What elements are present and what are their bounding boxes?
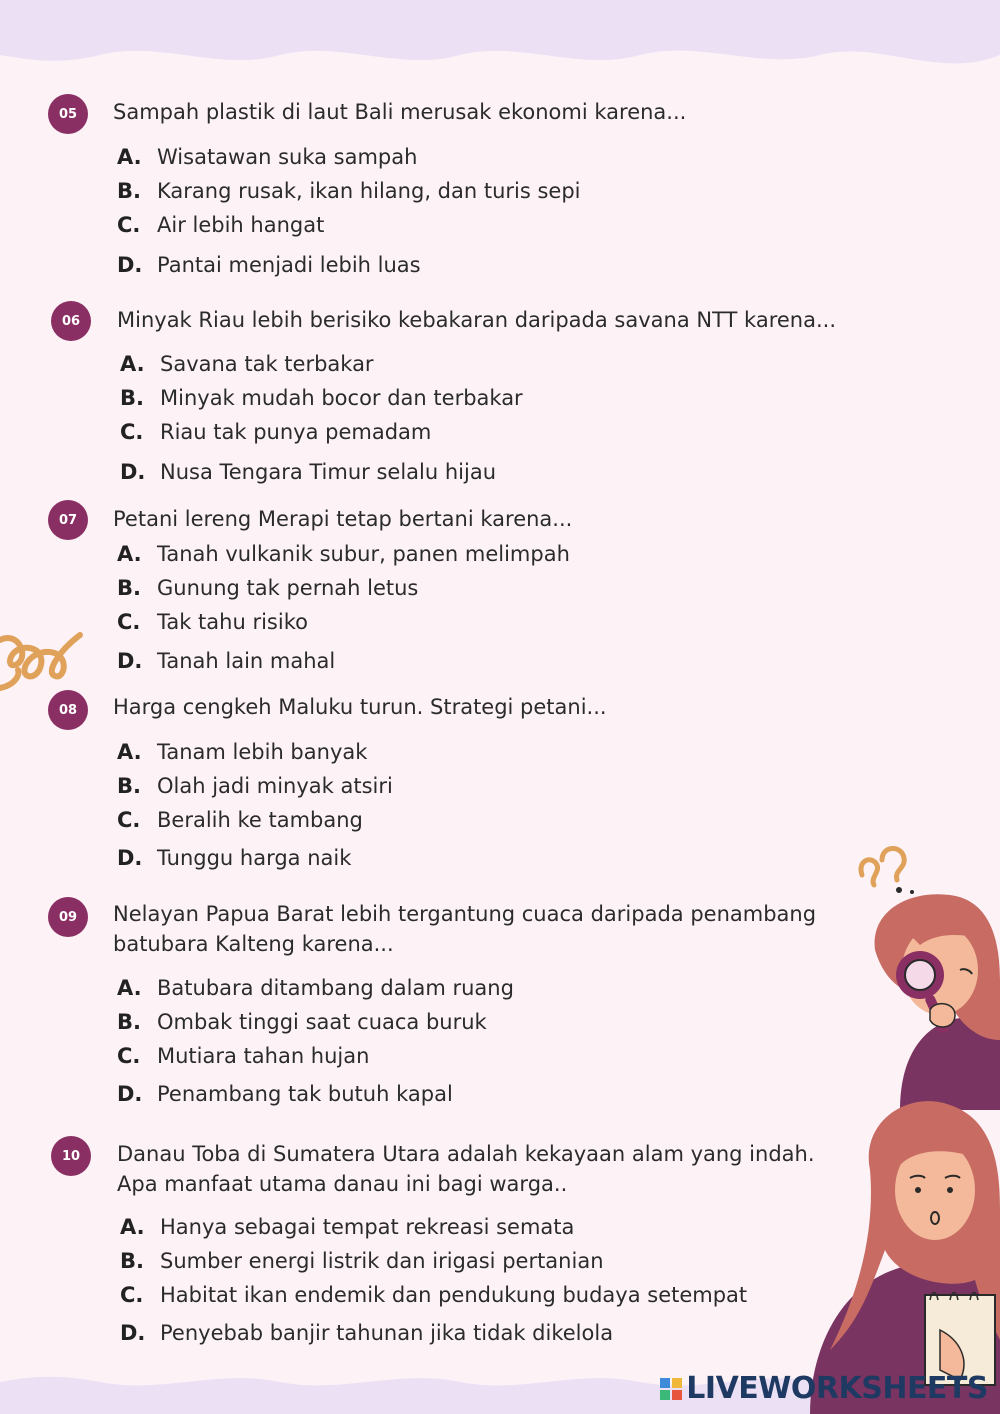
option-letter: D. <box>117 649 143 673</box>
option-text: Nusa Tengara Timur selalu hijau <box>160 460 496 484</box>
option-c[interactable] <box>120 420 431 444</box>
option-text: Karang rusak, ikan hilang, dan turis sepi <box>157 179 581 203</box>
question-text: Sampah plastik di laut Bali merusak ekonomi karena... <box>113 100 687 124</box>
option-letter: A. <box>117 542 142 566</box>
option-letter: B. <box>117 774 141 798</box>
option-c[interactable] <box>117 808 363 832</box>
option-b[interactable] <box>117 179 581 203</box>
option-text: Sumber energi listrik dan irigasi pertanian <box>160 1249 604 1273</box>
option-text: Wisatawan suka sampah <box>157 145 418 169</box>
option-d[interactable] <box>120 1321 613 1345</box>
question-number-badge: 06 <box>51 301 91 341</box>
option-text: Mutiara tahan hujan <box>157 1044 370 1068</box>
option-letter: B. <box>117 179 141 203</box>
question-text: Harga cengkeh Maluku turun. Strategi petani... <box>113 695 607 719</box>
option-letter: A. <box>117 145 142 169</box>
option-letter: B. <box>117 1010 141 1034</box>
option-letter: B. <box>117 576 141 600</box>
girl-with-magnifier-illustration <box>860 890 1000 1110</box>
option-letter: C. <box>120 1283 144 1307</box>
option-letter: A. <box>120 352 145 376</box>
option-text: Habitat ikan endemik dan pendukung budaya setempat <box>160 1283 748 1307</box>
question-text: Danau Toba di Sumatera Utara adalah kekayaan alam yang indah. Apa manfaat utama danau ini bagi warga.. <box>117 1142 815 1196</box>
option-a[interactable] <box>120 352 374 376</box>
option-text: Ombak tinggi saat cuaca buruk <box>157 1010 487 1034</box>
option-text: Olah jadi minyak atsiri <box>157 774 393 798</box>
option-letter: A. <box>117 740 142 764</box>
option-d[interactable] <box>117 1082 453 1106</box>
option-letter: D. <box>120 460 146 484</box>
option-letter: A. <box>120 1215 145 1239</box>
option-letter: D. <box>117 846 143 870</box>
question-text: Minyak Riau lebih berisiko kebakaran daripada savana NTT karena... <box>117 308 837 332</box>
top-wave-decoration <box>0 0 1000 80</box>
option-text: Tanam lebih banyak <box>157 740 368 764</box>
option-letter: C. <box>117 808 141 832</box>
option-letter: C. <box>120 420 144 444</box>
option-text: Tak tahu risiko <box>157 610 308 634</box>
option-b[interactable] <box>120 1249 604 1273</box>
option-a[interactable] <box>117 145 417 169</box>
option-d[interactable] <box>120 460 496 484</box>
option-a[interactable] <box>117 542 570 566</box>
option-text: Tunggu harga naik <box>157 846 352 870</box>
option-text: Batubara ditambang dalam ruang <box>157 976 514 1000</box>
option-text: Penyebab banjir tahunan jika tidak dikelola <box>160 1321 614 1345</box>
question-number-badge: 07 <box>48 500 88 540</box>
option-letter: D. <box>117 1082 143 1106</box>
option-a[interactable] <box>117 976 514 1000</box>
option-text: Tanah vulkanik subur, panen melimpah <box>157 542 570 566</box>
option-d[interactable] <box>117 253 421 277</box>
option-text: Hanya sebagai tempat rekreasi semata <box>160 1215 575 1239</box>
liveworksheets-icon <box>660 1378 682 1400</box>
option-text: Riau tak punya pemadam <box>160 420 432 444</box>
swirl-decoration-icon <box>0 610 90 700</box>
question-number-badge: 08 <box>48 690 88 730</box>
option-letter: C. <box>117 610 141 634</box>
option-b[interactable] <box>120 386 523 410</box>
option-text: Minyak mudah bocor dan terbakar <box>160 386 523 410</box>
option-letter: C. <box>117 213 141 237</box>
liveworksheets-logo[interactable] <box>660 1371 988 1406</box>
option-d[interactable] <box>117 846 351 870</box>
option-b[interactable] <box>117 576 418 600</box>
brand-name: LIVEWORKSHEETS <box>686 1371 988 1406</box>
question-text: Nelayan Papua Barat lebih tergantung cuaca daripada penambang batubara Kalteng karena... <box>113 902 817 956</box>
option-text: Penambang tak butuh kapal <box>157 1082 453 1106</box>
option-letter: A. <box>117 976 142 1000</box>
question-number-badge: 10 <box>51 1136 91 1176</box>
option-text: Savana tak terbakar <box>160 352 374 376</box>
question-number-badge: 09 <box>48 897 88 937</box>
option-text: Gunung tak pernah letus <box>157 576 419 600</box>
option-text: Tanah lain mahal <box>157 649 336 673</box>
option-letter: B. <box>120 1249 144 1273</box>
question-text: Petani lereng Merapi tetap bertani karena... <box>113 507 573 531</box>
question-number-badge: 05 <box>48 94 88 134</box>
option-letter: D. <box>120 1321 146 1345</box>
option-c[interactable] <box>117 610 308 634</box>
option-d[interactable] <box>117 649 335 673</box>
option-text: Air lebih hangat <box>157 213 325 237</box>
option-letter: D. <box>117 253 143 277</box>
option-text: Pantai menjadi lebih luas <box>157 253 421 277</box>
option-letter: C. <box>117 1044 141 1068</box>
option-b[interactable] <box>117 1010 487 1034</box>
option-b[interactable] <box>117 774 393 798</box>
option-text: Beralih ke tambang <box>157 808 363 832</box>
option-letter: B. <box>120 386 144 410</box>
option-c[interactable] <box>120 1283 747 1307</box>
option-a[interactable] <box>117 740 367 764</box>
option-c[interactable] <box>117 1044 369 1068</box>
option-a[interactable] <box>120 1215 574 1239</box>
option-c[interactable] <box>117 213 324 237</box>
